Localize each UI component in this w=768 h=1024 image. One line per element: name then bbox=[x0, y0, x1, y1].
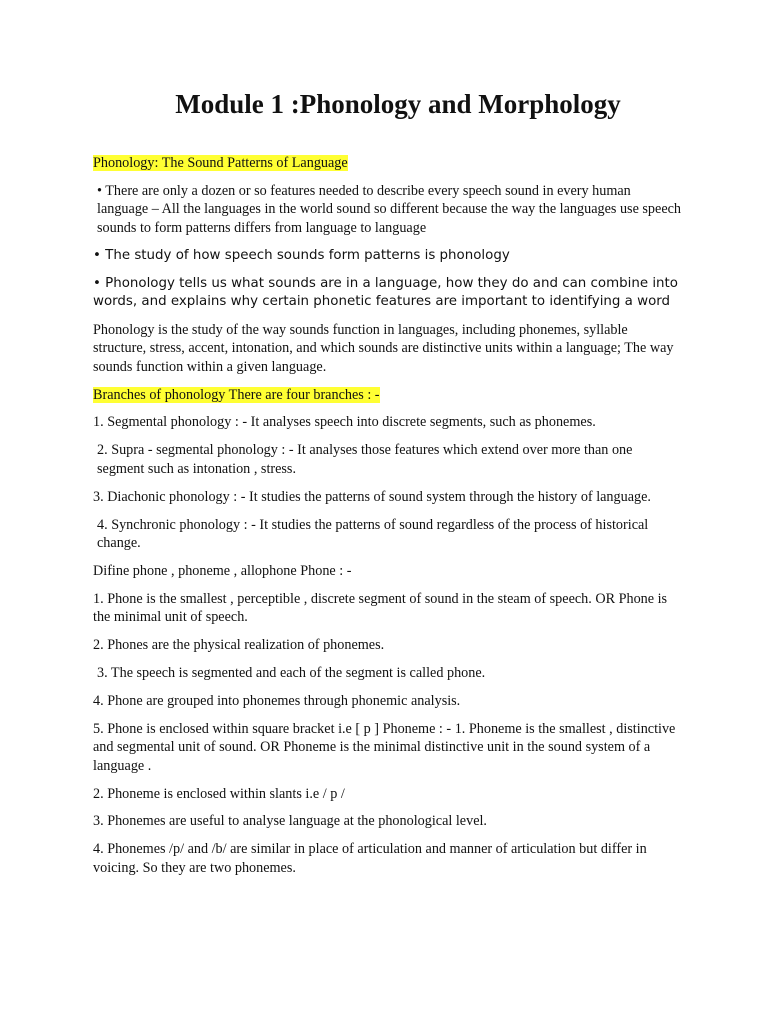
definition-paragraph: Phonology is the study of the way sounds function in languages, including phonemes, syllable structure, stress, accent, intonation, and which sounds are distinctive units within a language; The way sounds function within a given language. bbox=[93, 321, 674, 375]
branch-item: 3. Diachonic phonology : - It studies the patterns of sound system through the history of language. bbox=[93, 488, 651, 505]
section-heading-branches bbox=[93, 386, 683, 404]
highlighted-heading: Phonology: The Sound Patterns of Language bbox=[93, 155, 348, 171]
branch-item: 1. Segmental phonology : - It analyses speech into discrete segments, such as phonemes. bbox=[93, 414, 596, 431]
document-body bbox=[93, 154, 683, 887]
phoneme-point: 3. Phonemes are useful to analyse language at the phonological level. bbox=[93, 813, 487, 830]
phoneme-point: 2. Phoneme is enclosed within slants i.e / p / bbox=[93, 785, 345, 802]
phone-point: 2. Phones are the physical realization of phonemes. bbox=[93, 637, 385, 654]
phone-point: 3. The speech is segmented and each of the segment is called phone. bbox=[97, 665, 486, 682]
branch-item: 2. Supra - segmental phonology : - It analyses those features which extend over more than one segment such as intonation , stress. bbox=[97, 442, 633, 477]
page-title: Module 1 :Phonology and Morphology bbox=[175, 89, 621, 119]
section-heading-sound-patterns bbox=[93, 154, 683, 172]
phone-point: 5. Phone is enclosed within square bracket i.e [ p ] Phoneme : - 1. Phoneme is the smallest , distinctive and segmental unit of sound. OR Phoneme is the minimal distinctive unit in the sound system of a language . bbox=[93, 720, 676, 774]
bullet-paragraph: • The study of how speech sounds form patterns is phonology bbox=[93, 247, 510, 263]
phone-point: 1. Phone is the smallest , perceptible , discrete segment of sound in the steam of speech. OR Phone is the minimal unit of speech. bbox=[93, 590, 668, 626]
bullet-paragraph: • There are only a dozen or so features needed to describe every speech sound in every human language – All the languages in the world sound so different because the way the languages use speech sounds to form patterns differs from language to language bbox=[97, 182, 682, 236]
bullet-paragraph: • Phonology tells us what sounds are in a language, how they do and can combine into words, and explains why certain phonetic features are important to identifying a word bbox=[93, 275, 678, 309]
phone-point: 4. Phone are grouped into phonemes through phonemic analysis. bbox=[93, 692, 461, 709]
define-line: Difine phone , phoneme , allophone Phone : - bbox=[93, 562, 352, 579]
highlighted-heading: Branches of phonology There are four branches : - bbox=[93, 386, 380, 403]
branch-item: 4. Synchronic phonology : - It studies the patterns of sound regardless of the process of historical change. bbox=[97, 516, 649, 551]
phoneme-point: 4. Phonemes /p/ and /b/ are similar in place of articulation and manner of articulation but differ in voicing. So they are two phonemes. bbox=[93, 841, 647, 876]
